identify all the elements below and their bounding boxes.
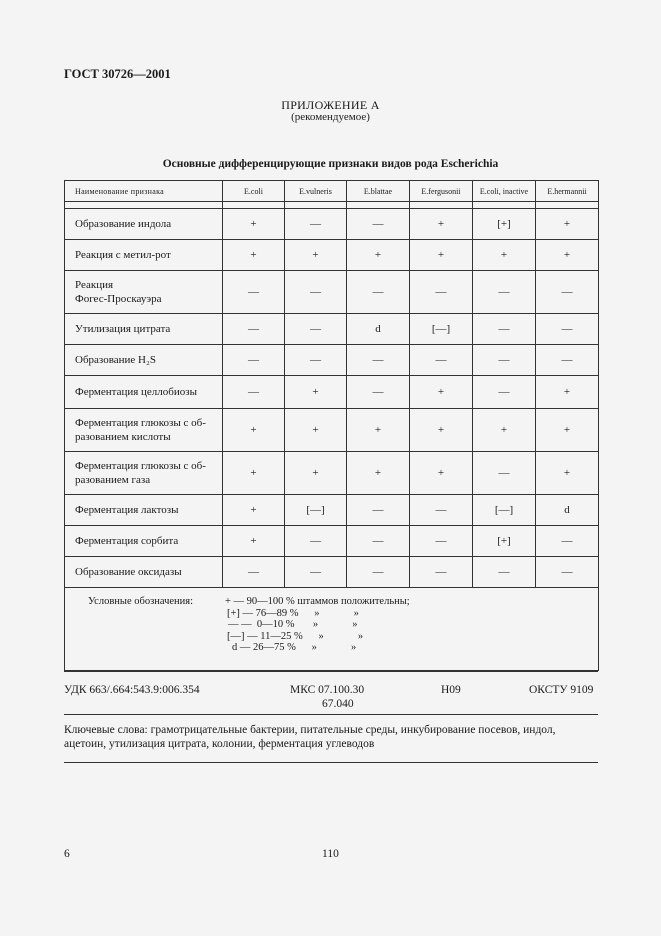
column-header: E.vulneris (285, 181, 347, 202)
table-cell: — (410, 557, 473, 588)
row-label (65, 376, 223, 409)
table-row (65, 409, 599, 452)
row-label-line: Ферментация целлобиозы (75, 386, 198, 398)
table-cell: — (473, 557, 536, 588)
footer-divider-top (64, 671, 598, 672)
table-cell: — (410, 495, 473, 526)
table-cell: — (347, 209, 410, 240)
table-cell: + (473, 409, 536, 452)
legend-line: + — 90—100 % штаммов положительны; (225, 596, 410, 607)
table-cell: — (347, 495, 410, 526)
table-cell: — (473, 345, 536, 376)
table-cell: + (410, 209, 473, 240)
row-label (65, 240, 223, 271)
table-cell: [+] (473, 526, 536, 557)
table-cell: + (223, 495, 285, 526)
legend-label: Условные обозначения: (88, 596, 194, 607)
table-cell: — (536, 345, 599, 376)
table-row (65, 526, 599, 557)
table-cell: + (536, 452, 599, 495)
row-label-line: Ферментация глюкозы с об- (75, 417, 206, 429)
row-label (65, 209, 223, 240)
table-cell: + (410, 240, 473, 271)
mks-code-secondary: 67.040 (322, 698, 354, 710)
row-label-line: Фогес-Проскауэра (75, 293, 162, 305)
table-row (65, 345, 599, 376)
column-header-feature: Наименование признака (65, 181, 223, 202)
legend-cell (65, 588, 599, 671)
legend-line: — — 0—10 % » » (228, 619, 358, 630)
table-cell: + (347, 452, 410, 495)
table-cell: — (410, 271, 473, 314)
row-label-line: разованием газа (75, 474, 151, 486)
appendix-title: ПРИЛОЖЕНИЕ А (281, 98, 380, 112)
table-row (65, 314, 599, 345)
table-cell: — (536, 271, 599, 314)
table-cell: — (223, 345, 285, 376)
table-cell: + (223, 409, 285, 452)
table-cell: — (347, 526, 410, 557)
column-header: E.fergusonii (410, 181, 473, 202)
row-label (65, 271, 223, 314)
table-cell: + (285, 409, 347, 452)
appendix-subtitle: (рекомендуемое) (291, 111, 370, 123)
table-cell: — (347, 345, 410, 376)
table-cell: — (347, 271, 410, 314)
table-row (65, 495, 599, 526)
row-label-line: Реакция с метил-рот (75, 249, 171, 261)
table-spacer-row (65, 202, 599, 209)
footer-divider-middle (64, 714, 598, 715)
table-cell: — (347, 376, 410, 409)
table-cell: — (285, 526, 347, 557)
row-label (65, 557, 223, 588)
table-cell: — (536, 557, 599, 588)
column-header: E.hermannii (536, 181, 599, 202)
table-cell: — (536, 314, 599, 345)
table-cell: + (410, 452, 473, 495)
table-row (65, 209, 599, 240)
footer-divider-bottom (64, 762, 598, 763)
table-cell: [—] (473, 495, 536, 526)
table-cell: + (285, 240, 347, 271)
table-cell: — (473, 376, 536, 409)
row-label-line: Реакция (75, 279, 114, 291)
table-cell: [—] (285, 495, 347, 526)
table-cell: — (223, 314, 285, 345)
table-cell: — (285, 209, 347, 240)
row-label-line: разованием кислоты (75, 431, 171, 443)
column-header: E.coli (223, 181, 285, 202)
table-cell: — (473, 452, 536, 495)
table-cell: + (536, 409, 599, 452)
row-label (65, 409, 223, 452)
escherichia-differentiation-table (64, 180, 599, 671)
spacer-cell (473, 202, 536, 209)
legend-line: [—] — 11—25 % » » (227, 630, 364, 642)
table-cell: — (223, 376, 285, 409)
spacer-cell (65, 202, 223, 209)
table-title: Основные дифференцирующие признаки видов рода Escherichia (162, 158, 499, 170)
table-row (65, 376, 599, 409)
classifier-code: Н09 (441, 684, 461, 696)
row-label-line: Утилизация цитрата (75, 323, 171, 335)
table-cell: — (285, 557, 347, 588)
table-cell: — (473, 314, 536, 345)
spacer-cell (347, 202, 410, 209)
legend-line: [+] — 76—89 % » » (227, 607, 359, 619)
table-cell: — (285, 271, 347, 314)
table-cell: — (223, 271, 285, 314)
table-cell: + (410, 409, 473, 452)
udk-code: УДК 663/.664:543.9:006.354 (64, 684, 200, 696)
table-cell: — (285, 345, 347, 376)
table-cell: — (473, 271, 536, 314)
table-cell: + (223, 240, 285, 271)
table-cell: + (223, 526, 285, 557)
table-row (65, 452, 599, 495)
spacer-cell (285, 202, 347, 209)
table-cell: + (223, 209, 285, 240)
table-header-row (65, 181, 599, 202)
table-row (65, 271, 599, 314)
page-number: 6 (64, 848, 70, 860)
row-label (65, 526, 223, 557)
table-cell: d (536, 495, 599, 526)
legend-row (65, 588, 599, 671)
legend-lines (225, 596, 525, 654)
table-cell: + (536, 209, 599, 240)
row-label-line: Ферментация лактозы (75, 504, 179, 516)
table-cell: — (285, 314, 347, 345)
table-row (65, 557, 599, 588)
table-cell: + (473, 240, 536, 271)
okstu-code: ОКСТУ 9109 (529, 684, 594, 696)
row-label (65, 495, 223, 526)
row-label (65, 345, 223, 376)
table-cell: [+] (473, 209, 536, 240)
legend (65, 596, 598, 654)
row-label (65, 314, 223, 345)
row-label-line: Ферментация сорбита (75, 535, 179, 547)
table-cell: — (410, 345, 473, 376)
table-cell: + (347, 409, 410, 452)
keywords: Ключевые слова: грамотрицательные бактерии, питательные среды, инкубирование посевов, индол, ацетоин, утилизация цитрата, колонии, ферментация углеводов (64, 724, 556, 750)
document-code-header: ГОСТ 30726—2001 (64, 67, 171, 81)
table-cell: — (536, 526, 599, 557)
spacer-cell (536, 202, 599, 209)
spacer-cell (223, 202, 285, 209)
table-cell: — (410, 526, 473, 557)
row-label-line: Ферментация глюкозы с об- (75, 460, 206, 472)
page-number-center: 110 (322, 848, 339, 860)
mks-code: МКС 07.100.30 (290, 684, 365, 696)
table-cell: d (347, 314, 410, 345)
column-header: E.blattae (347, 181, 410, 202)
table-cell: — (347, 557, 410, 588)
legend-line: d — 26—75 % » » (232, 642, 357, 653)
table-cell: + (536, 240, 599, 271)
column-header: E.coli, inactive (473, 181, 536, 202)
spacer-cell (410, 202, 473, 209)
table-cell: + (347, 240, 410, 271)
table-cell: + (223, 452, 285, 495)
table-cell: — (223, 557, 285, 588)
table-cell: + (285, 376, 347, 409)
table-cell: + (536, 376, 599, 409)
table-cell: [—] (410, 314, 473, 345)
table-cell: + (285, 452, 347, 495)
table-row (65, 240, 599, 271)
row-label-line: Образование оксидазы (75, 566, 182, 578)
row-label-line: Образование H₂S (75, 354, 156, 366)
row-label-line: Образование индола (75, 218, 172, 230)
row-label (65, 452, 223, 495)
table-cell: + (410, 376, 473, 409)
